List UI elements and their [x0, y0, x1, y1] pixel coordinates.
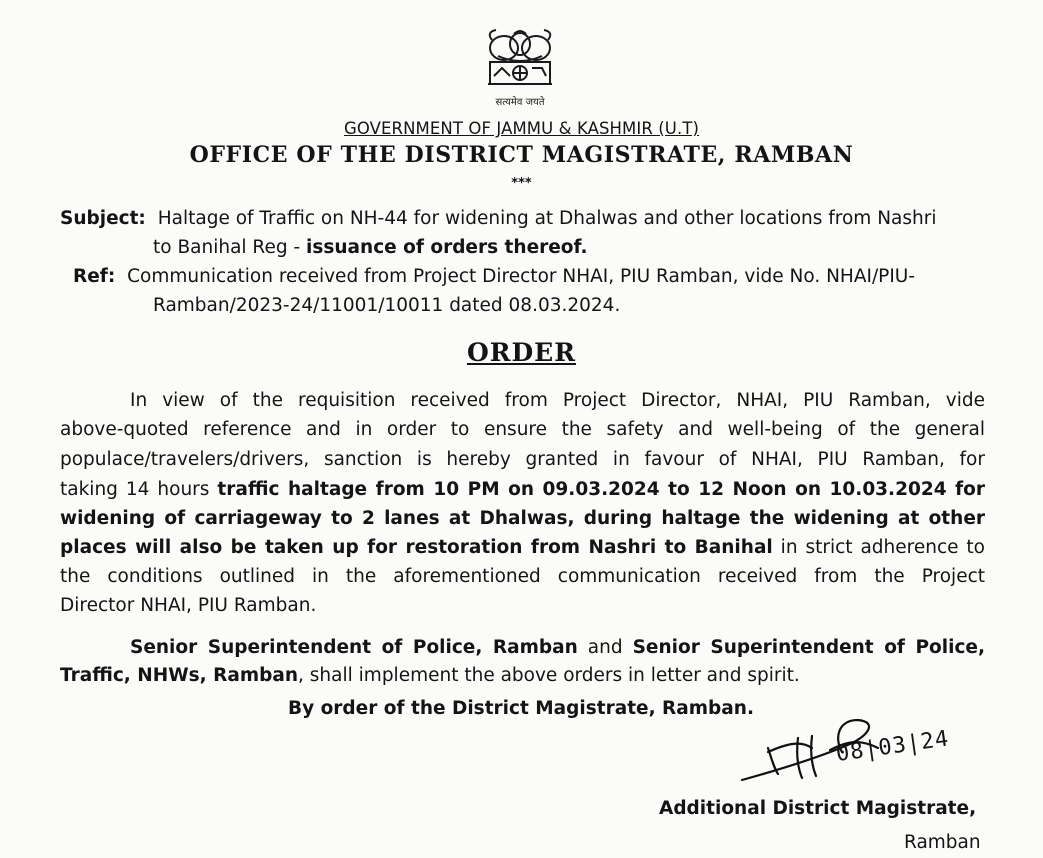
- para1-line-7: the conditions outlined in the aforementioned communication received from the Project: [60, 566, 985, 587]
- signature-date: 08|03|24: [834, 726, 951, 767]
- signatory-place: Ramban: [904, 832, 981, 853]
- subject-line-2: [153, 237, 588, 258]
- subject-line-1: [60, 208, 937, 229]
- para1-line-6-plain: in strict adherence to: [772, 537, 985, 558]
- national-emblem: [470, 26, 570, 110]
- by-order-text: By order of the District Magistrate, Ramban.: [288, 698, 754, 719]
- office-title: OFFICE OF THE DISTRICT MAGISTRATE, RAMBAN: [189, 142, 854, 168]
- para2-bold-b: Senior Superintendent of Police,: [632, 637, 985, 658]
- para1-line-5-bold: widening of carriageway to 2 lanes at Dhalwas, during haltage the widening at other: [60, 508, 985, 529]
- para1-line-4: [60, 478, 985, 502]
- para1-line-6: [60, 536, 985, 560]
- para2-plain-2: , shall implement the above orders in letter and spirit.: [298, 665, 800, 686]
- emblem-motto: सत्यमेव जयते: [495, 97, 545, 108]
- para1-line-5: [60, 507, 985, 531]
- para2-bold-a: Senior Superintendent of Police, Ramban: [130, 637, 578, 658]
- subject-label: Subject:: [60, 208, 146, 229]
- para2-plain-1: and: [577, 637, 633, 658]
- para1-line-1: In view of the requisition received from Project Director, NHAI, PIU Ramban, vide: [130, 390, 985, 411]
- signatory-designation-line: [659, 798, 976, 819]
- ref-line-2: Ramban/2023-24/11001/10011 dated 08.03.2024.: [153, 295, 621, 316]
- para1-line-6-bold: places will also be taken up for restoration from Nashri to Banihal: [60, 537, 773, 558]
- ref-line-1: [73, 266, 915, 287]
- subject-text-2-bold: issuance of orders thereof.: [306, 237, 588, 258]
- para1-line-4-bold: traffic haltage from 10 PM on 09.03.2024 to 12 Noon on 10.03.2024 for: [217, 479, 985, 500]
- order-title: ORDER: [466, 338, 577, 367]
- signatory-designation: Additional District Magistrate,: [659, 798, 977, 819]
- para1-line-4-plain: taking 14 hours: [60, 479, 218, 500]
- subject-text-1: Haltage of Traffic on NH-44 for widening at Dhalwas and other locations from Nashri: [157, 208, 937, 229]
- para2-line-2: [60, 664, 985, 688]
- para1-line-2: above-quoted reference and in order to ensure the safety and well-being of the general: [60, 419, 985, 440]
- ref-label: Ref:: [73, 266, 116, 287]
- ref-text-1: Communication received from Project Director NHAI, PIU Ramban, vide No. NHAI/PIU-: [127, 266, 916, 287]
- separator: ***: [511, 176, 532, 191]
- by-order-line: [288, 698, 754, 719]
- subject-text-2: to Banihal Reg -: [153, 237, 307, 258]
- para1-line-8: Director NHAI, PIU Ramban.: [60, 595, 317, 616]
- para2-line-1: [130, 636, 985, 660]
- government-line: GOVERNMENT OF JAMMU & KASHMIR (U.T): [343, 119, 700, 138]
- national-emblem-icon: [470, 26, 570, 110]
- para2-bold-c: Traffic, NHWs, Ramban: [60, 665, 299, 686]
- para1-line-3: populace/travelers/drivers, sanction is hereby granted in favour of NHAI, PIU Ramban, for: [60, 449, 985, 470]
